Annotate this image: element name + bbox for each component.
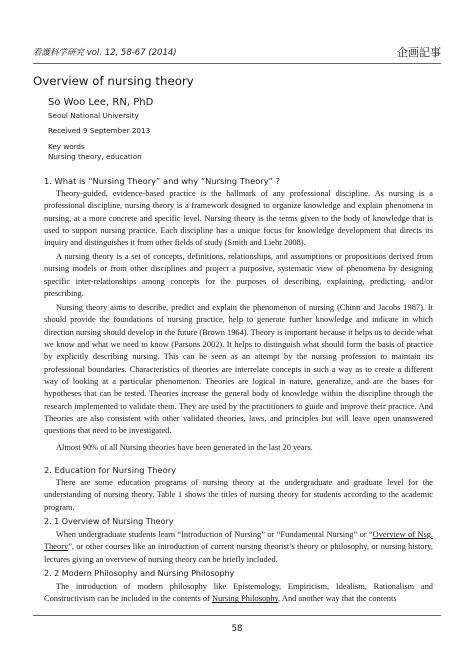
section-2-heading: 2. Education for Nursing Theory bbox=[44, 465, 177, 475]
running-header bbox=[33, 46, 441, 60]
section-1-paragraph-2: A nursing theory is a set of concepts, definitions, relationships, and assumptions or propositions derived from nursing models or from other disciplines and project a purposive, systematic view of phenomena by designing specific inter-relationships among concepts for the purposes of describing, explaining, predicting, and/or prescribing. bbox=[44, 252, 433, 299]
keywords-heading: Key words bbox=[48, 142, 85, 151]
page-number: 58 bbox=[231, 624, 243, 634]
subsection-2-1-text-a: When undergraduate students learn “Introduction of Nursing” or “Fundamental Nursing” or “ bbox=[56, 530, 373, 539]
author-affiliation: Seoul National University bbox=[48, 111, 139, 120]
received-date: Received 9 September 2013 bbox=[48, 126, 151, 135]
header-rule bbox=[33, 63, 441, 64]
subsection-2-2-paragraph bbox=[44, 581, 433, 606]
overview-nsg-theory-link: Overview of Nsg. Theory bbox=[44, 530, 433, 552]
nursing-philosophy-link: Nursing Philosophy bbox=[211, 594, 279, 604]
article-title: Overview of nursing theory bbox=[33, 74, 194, 88]
subsection-2-2-heading: 2. 2 Modern Philosophy and Nursing Philosophy bbox=[44, 569, 235, 578]
section-1-paragraph-1: Theory-guided, evidence-based practice is the hallmark of any professional discipline. As nursing is a professional discipline, nursing theory is a framework designed to organize knowledge and explain phenomena in nursing, at a more concrete and specific level. Nursing theory is the terms given to the body of knowledge that is used to support nursing practice. Each discipline has a unique focus for knowledge development that directs its inquiry and distinguishes it from other fields of study (Smith and Liehr 2008). bbox=[44, 189, 433, 248]
journal-citation: 看護科学研究 vol. 12, 58-67 (2014) bbox=[33, 48, 177, 58]
author-name: So Woo Lee, RN, PhD bbox=[48, 97, 154, 108]
footer-rule bbox=[33, 615, 441, 616]
subsection-2-1-text-b: ”, or other courses like an introduction of current nursing theorist’s theory or philosophy, or nursing history, lectures giving an overview of nursing theory can be briefly included. bbox=[44, 542, 433, 564]
section-1-heading: 1. What is “Nursing Theory” and why “Nursing Theory” ? bbox=[44, 176, 280, 186]
subsection-2-1-heading: 2. 1 Overview of Nursing Theory bbox=[44, 517, 174, 526]
section-1-paragraph-4: Almost 90% of all Nursing theories have been generated in the last 20 years. bbox=[56, 443, 313, 452]
section-1-paragraph-3: Nursing theory aims to describe, predict and explain the phenomenon of nursing (Chinn and Jacobs 1987). It should provide the foundations of nursing practice, help to generate further knowledge and indicate in which direction nursing should develop in the future (Brown 1964). Theory is important because it helps us to decide what we know and what we need to know (Parsons 2002). It helps to distinguish what should form the basis of practice by explicitly describing nursing. This can be seen as an attempt by the nursing profession to maintain its professional boundaries. Characteristics of theories are interrelate concepts in such a way as to create a different way of looking at a particular phenomenon. Theories are logical in nature, generalize, and are the bases for hypotheses that can be tested. Theories increase the general body of knowledge within the discipline through the research implemented to validate them. They are used by the practitioners to guide and improve their practice. And Theories are also consistent with other validated theories, laws, and principles but will leave open unanswered questions that need to be investigated. bbox=[44, 303, 433, 436]
subsection-2-1-paragraph bbox=[44, 529, 433, 566]
section-2-paragraph-1: There are some education programs of nursing theory at the undergraduate and graduate level for the understanding of nursing theory. Table 1 shows the titles of nursing theory for students according to the academic program. bbox=[44, 478, 433, 512]
subsection-2-2-text-b: . And another way that the contents bbox=[278, 594, 397, 604]
keywords-list: Nursing theory, education bbox=[48, 152, 142, 161]
article-category: 企画記事 bbox=[397, 46, 441, 59]
subsection-2-2-text-a: The introduction of modern philosophy like Epistemology, Empiricism, Idealism, Rationalism and Constructivism can be included in the contents of bbox=[44, 582, 433, 604]
